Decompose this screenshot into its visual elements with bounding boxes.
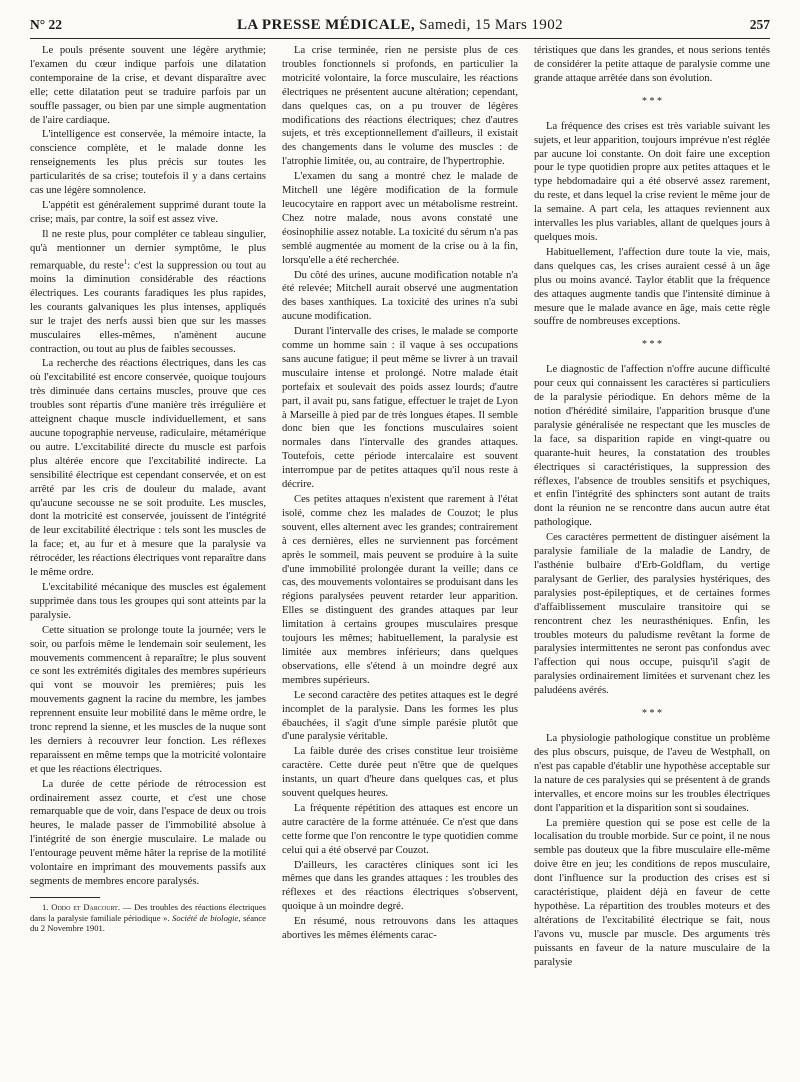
paragraph-text: Il ne reste plus, pour compléter ce tableau singulier, qu'à mentionner un dernier symptôme, le plus remarquable, du reste bbox=[30, 228, 266, 272]
footnote-authors: Oddo et Darcourt. bbox=[51, 901, 120, 912]
issue-number: N° 22 bbox=[30, 17, 63, 32]
paragraph: Ces petites attaques n'existent que rarement à l'état isolé, comme chez les malades de Couzot; le plus souvent, elles alternent avec les grandes; contrairement à ces dernières, elles ne surviennent pas forcément après le sommeil, mais peuvent se produire à la suite d'une immobilité prolongée durant la veille; dans ce cas, des mouvements volontaires se produisant dans les régions paralysées peuvent retarder leur apparition. Elles se distinguent des grandes attaques par leur limitation à certains groupes musculaires presque toujours les mêmes; habituellement, la paralysie est limitée aux membres inférieurs; dans quelques observations, elle s'étend à un moindre degré aux membres supérieurs. bbox=[282, 494, 518, 686]
column-2 bbox=[282, 44, 518, 1069]
paragraph: L'examen du sang a montré chez le malade de Mitchell une légère modification de la formule leucocytaire en rapport avec un métabolisme restreint. Chez notre malade, nous avons constaté une éosinophilie assez notable. La toxicité du sérum n'a pas semblé augmentée au moment de la crise ou à la fin, lorsqu'elle a été recherchée. bbox=[282, 171, 518, 266]
paragraph: La recherche des réactions électriques, dans les cas où l'excitabilité est encore conservée, quoique toujours très diminuée dans certains muscles, prouve que ces troubles sont répartis d'une manière très irrégulière et atteignent chaque muscle individuellement, et sans aucune topographie nerveuse, radiculaire, métamérique ou autre. L'excitabilité directe du muscle est parfois plus altérée encore que l'excitabilité indirecte. La sensibilité électrique est cependant conservée, et on est arrêté par les cris de douleur du malade, avant qu'aucune secousse ne se soit produite. Les muscles, dont la motricité est conservée, jouissent de l'intégrité de leur excitabilité électrique : tels sont les muscles de la face; et, au fur et à mesure que la paralysie va rétrocéder, les réactions électriques vont reparaître dans le même ordre. bbox=[30, 358, 266, 579]
footnote-ref: 1 bbox=[123, 257, 128, 266]
paragraph: En résumé, nous retrouvons dans les attaques abortives les mêmes éléments carac- bbox=[282, 916, 518, 942]
paragraph: Le diagnostic de l'affection n'offre aucune difficulté pour ceux qui connaissent les caractères si particuliers de la paralysie périodique. En dehors même de la notion d'hérédité similaire, l'apparition brusque d'une paralysie généralisée ne respectant que les muscles de la face, sa disparition rapide en vingt-quatre ou quarante-huit heures, la constatation des troubles électriques si caractéristiques, la suppression des réflexes, l'absence de troubles sensitifs et psychiques, et enfin l'intégrité des sphincters sont autant de traits dont la réunion ne se rencontre dans aucun autre état pathologique. bbox=[534, 364, 770, 529]
paragraph: Ces caractères permettent de distinguer aisément la paralysie familiale de la maladie de Landry, de l'asthénie bulbaire d'Erb-Goldflam, du vertige paralysant de Gerlier, des paralysies hystériques, des paralysies post-épileptiques, et de certaines formes d'affaiblissement musculaire transitoire qui se rencontrent chez les neurasthéniques. Enfin, les troubles moteurs du paludisme revêtant la forme de paralysies intermittentes ne seront pas confondus avec l'affection qui nous occupe, puisqu'il s'agit de paralysies ordinairement limitées et survenant chez les paludéens avérés. bbox=[534, 532, 770, 697]
paragraph: Durant l'intervalle des crises, le malade se comporte comme un homme sain : il vaque à ses occupations sans aucune fatigue; il peut même se livrer à un travail musculaire intense et prolongé. Notre malade était portefaix et soulevait des poids assez lourds; d'autre part, il avait pu, sans fatigue, effectuer le trajet de Lyon à Marseille à pied par de très longues étapes. Il semble donc bien que les fonctions musculaires soient normales dans l'intervalle des grandes attaques. Toutefois, cette période intercalaire est souvent interrompue par de petites attaques qu'il nous reste à décrire. bbox=[282, 326, 518, 491]
footnote bbox=[30, 902, 266, 934]
footnote-number: 1. bbox=[42, 901, 49, 912]
paragraph: Habituellement, l'affection dure toute la vie, mais, dans quelques cas, les crises auraient cessé à un âge plus ou moins avancé. Taylor établit que la fréquence des attaques augmente tandis que l'intensité diminue à mesure que le malade avance en âge, mais cette règle souffre de nombreuses exceptions. bbox=[534, 246, 770, 328]
paragraph: Le pouls présente souvent une légère arythmie; l'examen du cœur indique parfois une dilatation contemporaine de la crise, et devant disparaître avec elle; cette dilatation peut se traduire parfois par un souffle passager, ou bien par une simple augmentation de l'aire cardiaque. bbox=[30, 45, 266, 126]
issue-date: Samedi, 15 Mars 1902 bbox=[415, 17, 564, 33]
paragraph: La fréquente répétition des attaques est encore un autre caractère de la forme atténuée. Ce n'est que dans cette forme que l'on rencontre le type quotidien comme celui qui a été observé par Couzot. bbox=[282, 802, 518, 856]
paragraph: Du côté des urines, aucune modification notable n'a été relevée; Mitchell aurait observé une augmentation des bases xanthiques. La toxicité des urines n'a subi aucune modification. bbox=[282, 269, 518, 323]
page-number: 257 bbox=[749, 17, 770, 32]
journal-title: LA PRESSE MÉDICALE, bbox=[236, 17, 416, 33]
column-1 bbox=[30, 44, 266, 1069]
paragraph: L'intelligence est conservée, la mémoire intacte, la conscience complète, et le malade donne les renseignements les plus précis sur toutes les particularités de sa crise; toutefois il y a dans certains cas une légère somnolence. bbox=[30, 129, 266, 197]
paragraph: La première question qui se pose est celle de la localisation du trouble morbide. Sur ce point, il ne nous semble pas douteux que la fibre musculaire elle-même doive être en jeu; les conditions de repos musculaire, dont l'influence sur la production des crises est si caractéristique, plaident déjà en faveur de cette hypothèse. La répartition des troubles moteurs et des altérations de l'excitabilité électrique se fait, nous l'avons vu, muscle par muscle. Des arguments très puissants en faveur de la nature musculaire de la paralysie bbox=[534, 817, 770, 968]
footnote-date: séance du 2 Novembre 1901. bbox=[30, 912, 266, 934]
paragraph: La crise terminée, rien ne persiste plus de ces troubles fonctionnels si profonds, en particulier la motricité volontaire, la force musculaire, les réactions électriques ne présentent aucune altération; cependant, dans quelques cas, on a pu trouver de légères modifications des réactions électriques; chez d'autres sujets, et très exceptionnellement d'ailleurs, il existait des changements dans le volume des muscles : de l'atrophie limitée, ou, au contraire, de l'hypertrophie. bbox=[282, 45, 518, 168]
section-separator: * * * bbox=[642, 95, 662, 107]
column-3 bbox=[534, 44, 770, 1069]
paragraph-text: : c'est la suppression ou tout au moins la diminution considérable des réactions électriques. Les courants faradiques les plus rapides, les courants galvaniques les plus intenses, appliqués sur le trajet des nerfs aussi bien que sur les masses musculaires elles-mêmes, n'amènent aucune contraction, ou tout au plus de faibles secousses. bbox=[30, 260, 266, 355]
footnote-text: — Des troubles des réactions électriques dans la paralysie familiale périodique ». bbox=[30, 901, 266, 923]
paragraph: L'appétit est généralement supprimé durant toute la crise; mais, par contre, la soif est assez vive. bbox=[30, 199, 266, 225]
paragraph: téristiques que dans les grandes, et nous serions tentés de considérer la petite attaque de paralysie comme une grande attaque arrêtée dans son évolution. bbox=[534, 45, 770, 84]
footnote-rule bbox=[30, 897, 100, 898]
paragraph bbox=[30, 228, 266, 357]
section-separator: * * * bbox=[642, 339, 662, 351]
paragraph: Cette situation se prolonge toute la journée; vers le soir, ou parfois même le lendemain soir seulement, les mouvements commencent à reparaître; le plus souvent ce sont les extrémités digitales des membres supérieurs qui vont se mouvoir les premières; puis les mouvements gagnent la racine du membre, les jambes reprennent ensuite leur mobilité dans le même ordre, le tronc reprend la sienne, et les muscles de la nuque sont les derniers à recouvrer leur fonction. Les réflexes reparaissent en même temps que la motricité volontaire et que les réactions électriques. bbox=[30, 624, 266, 775]
paragraph: La physiologie pathologique constitue un problème des plus obscurs, puisque, de l'aveu de Westphall, on n'est pas capable d'établir une hypothèse acceptable sur la nature de ces paralysies qui se présentent à de grands intervalles, et encore moins sur les troubles électriques dont l'apparition et la disparition sont si soudaines. bbox=[534, 733, 770, 814]
paragraph: D'ailleurs, les caractères cliniques sont ici les mêmes que dans les grandes attaques : les troubles des réflexes et des réactions électriques s'observent, quoique à un moindre degré. bbox=[282, 859, 518, 913]
paragraph: L'excitabilité mécanique des muscles est également supprimée dans tous les groupes qui sont atteints par la paralysie. bbox=[30, 581, 266, 621]
paragraph: La faible durée des crises constitue leur troisième caractère. Cette durée peut n'être que de quelques instants, un quart d'heure dans quelques cas, et plus souvent quelques heures. bbox=[282, 746, 518, 800]
paragraph: La durée de cette période de rétrocession est ordinairement assez courte, et c'est une chose remarquable que de voir, dans l'espace de deux ou trois heures, le malade passer de l'immobilité absolue à l'intégrité de son énergie musculaire. Le malade ou l'entourage peuvent même hâter la reprise de la motilité volontaire en imprimant des mouvements passifs aux segments de membres encore paralysés. bbox=[30, 778, 266, 887]
paragraph: Le second caractère des petites attaques est le degré incomplet de la paralysie. Dans les formes les plus ébauchées, il s'agit d'une simple parésie plutôt que d'une paralysie véritable. bbox=[282, 689, 518, 743]
journal-title-line bbox=[30, 14, 770, 36]
footnote-source: Société de biologie, bbox=[169, 912, 241, 923]
header-rule bbox=[30, 38, 770, 39]
running-header bbox=[30, 14, 770, 36]
paragraph: La fréquence des crises est très variable suivant les sujets, et leur apparition, toujours imprévue n'est réglée par aucune loi constante. On doit faire une exception pour le type quotidien propre aux petites attaques et le type hebdomadaire qui a été observé assez rarement, du reste, et dans lequel la crise revient le même jour de la semaine. A part cela, les attaques reviennent aux intervalles les plus variables, allant de quelques jours à quelques mois. bbox=[534, 120, 770, 243]
section-separator: * * * bbox=[642, 708, 662, 720]
